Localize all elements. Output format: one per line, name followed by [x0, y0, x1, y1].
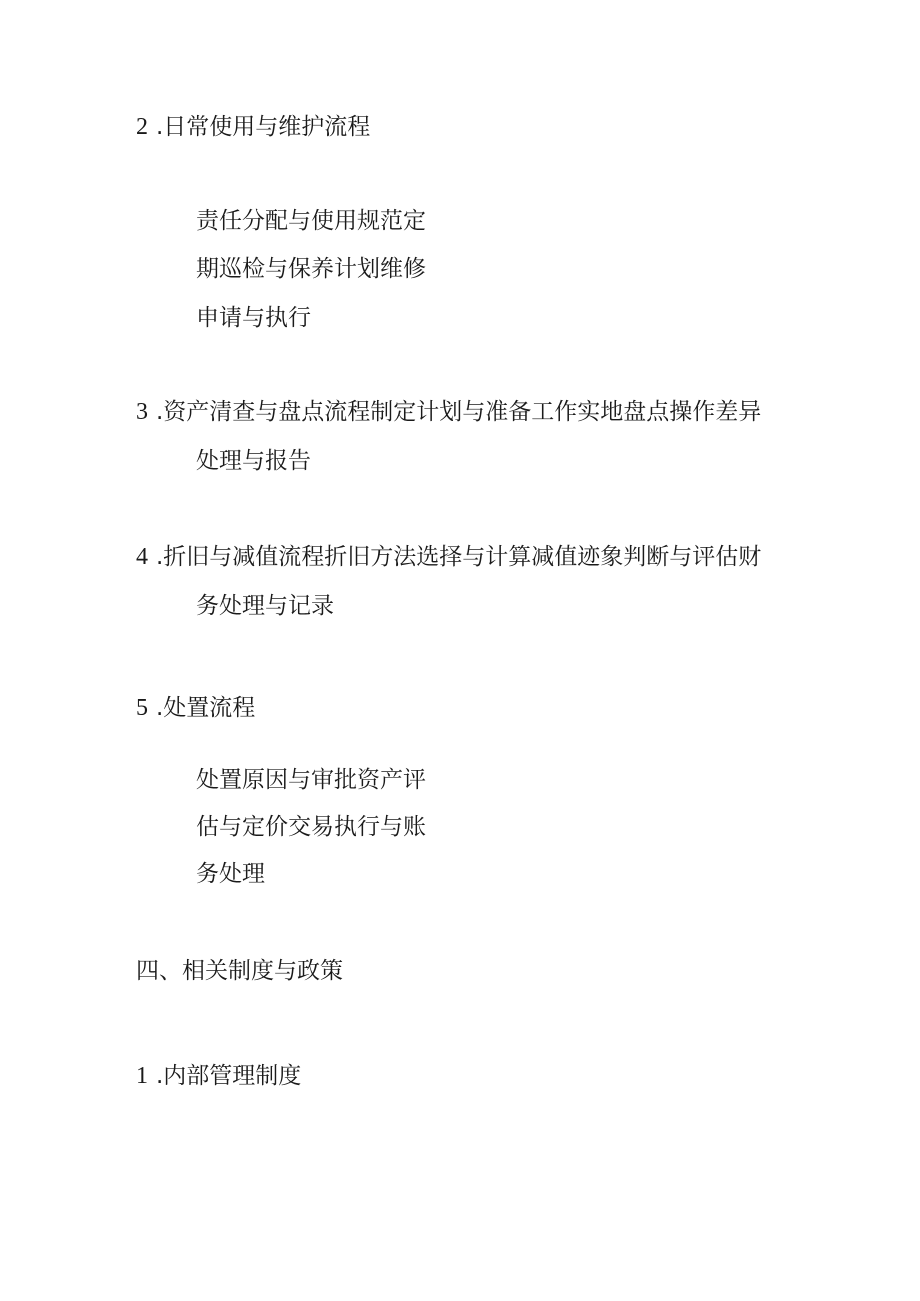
section-title: .折旧与减值流程折旧方法选择与计算减值迹象判断与评估财 — [156, 544, 762, 570]
section-3-heading — [136, 397, 761, 427]
section-5-item-1: 处置原因与审批资产评 — [196, 767, 426, 793]
section-title: .内部管理制度 — [156, 1063, 302, 1089]
subsection-1-heading — [136, 1061, 301, 1091]
chapter-heading: 四、相关制度与政策 — [136, 958, 343, 984]
section-number: 4 — [136, 544, 148, 570]
section-title: .处置流程 — [156, 695, 256, 721]
section-title: .日常使用与维护流程 — [156, 114, 371, 140]
section-2-item-1: 责任分配与使用规范定 — [196, 208, 426, 234]
section-5-item-2: 估与定价交易执行与账 — [196, 814, 426, 840]
section-3-continuation: 处理与报告 — [196, 448, 311, 474]
section-5-item-3: 务处理 — [196, 861, 265, 887]
section-number: 1 — [136, 1063, 148, 1089]
section-number: 3 — [136, 399, 148, 425]
section-number: 2 — [136, 114, 148, 140]
section-2-item-3: 申请与执行 — [196, 305, 311, 331]
section-5-heading — [136, 693, 255, 723]
section-4-heading — [136, 542, 761, 572]
section-2-item-2: 期巡检与保养计划维修 — [196, 256, 426, 282]
section-number: 5 — [136, 695, 148, 721]
section-2-heading — [136, 112, 370, 142]
section-4-continuation: 务处理与记录 — [196, 593, 334, 619]
section-title: .资产清查与盘点流程制定计划与准备工作实地盘点操作差异 — [156, 399, 762, 425]
